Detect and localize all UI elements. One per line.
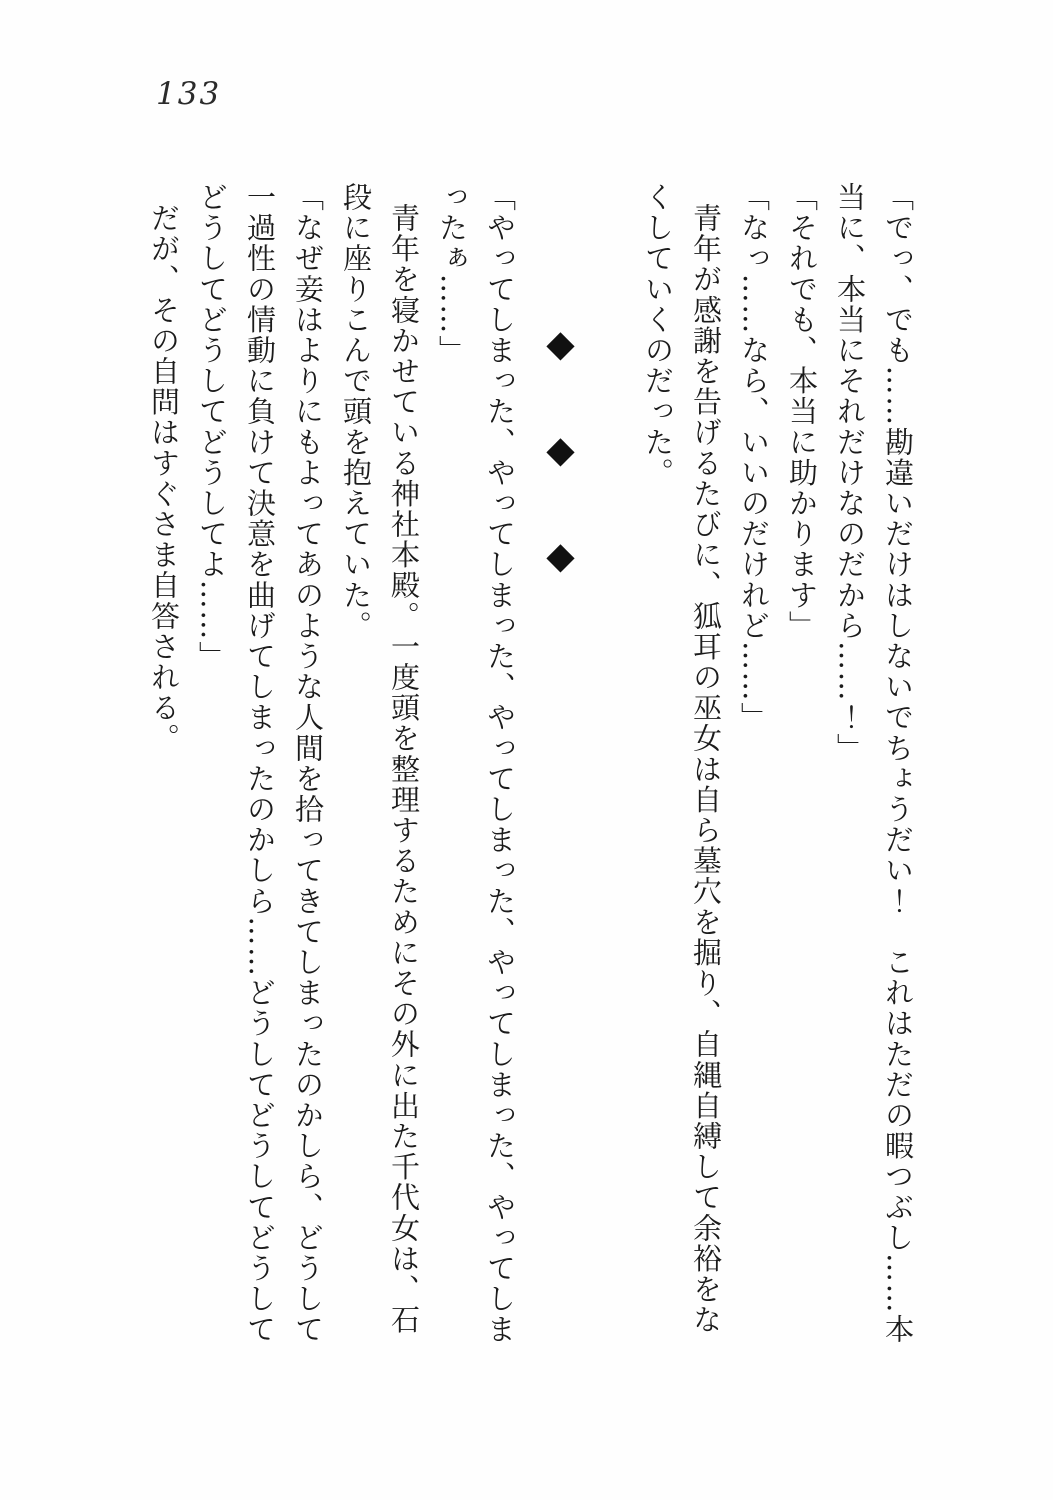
text-column: 当に、本当にそれだけなのだから……！」 (833, 182, 867, 764)
text-column: 「なっ……なら、いいのだけれど……」 (737, 182, 771, 733)
text-column: 「でっ、でも……勘違いだけはしないでちょうだい！ これはただの暇つぶし……本 (881, 182, 915, 1345)
text-column: 段に座りこんで頭を抱えていた。 (339, 182, 373, 641)
text-column: ったぁ……」 (435, 182, 469, 366)
text-column: 「やってしまった、やってしまった、やってしまった、やってしまった、やってしま (483, 182, 517, 1345)
section-separator (536, 182, 584, 1358)
vertical-text-block (140, 182, 922, 1358)
text-column: 「それでも、本当に助かります」 (785, 182, 819, 641)
text-column: 「なぜ妾はよりにもよってあのような人間を拾ってきてしまったのかしら、どうして (291, 182, 325, 1345)
page-number: 133 (156, 76, 222, 112)
text-column: 青年を寝かせている神社本殿。一度頭を整理するためにその外に出た千代女は、石 (387, 202, 421, 1336)
text-column: だが、その自問はすぐさま自答される。 (147, 202, 181, 754)
text-column: どうしてどうしてどうしてよ……」 (195, 182, 229, 672)
text-column: くしていくのだった。 (641, 182, 675, 488)
text-column: 一過性の情動に負けて決意を曲げてしまったのかしら……どうしてどうしてどうして (243, 182, 277, 1345)
text-column: 青年が感謝を告げるたびに、狐耳の巫女は自ら墓穴を掘り、自縄自縛して余裕をな (689, 202, 723, 1336)
diamond-icon: ◆◆◆ (539, 322, 582, 640)
